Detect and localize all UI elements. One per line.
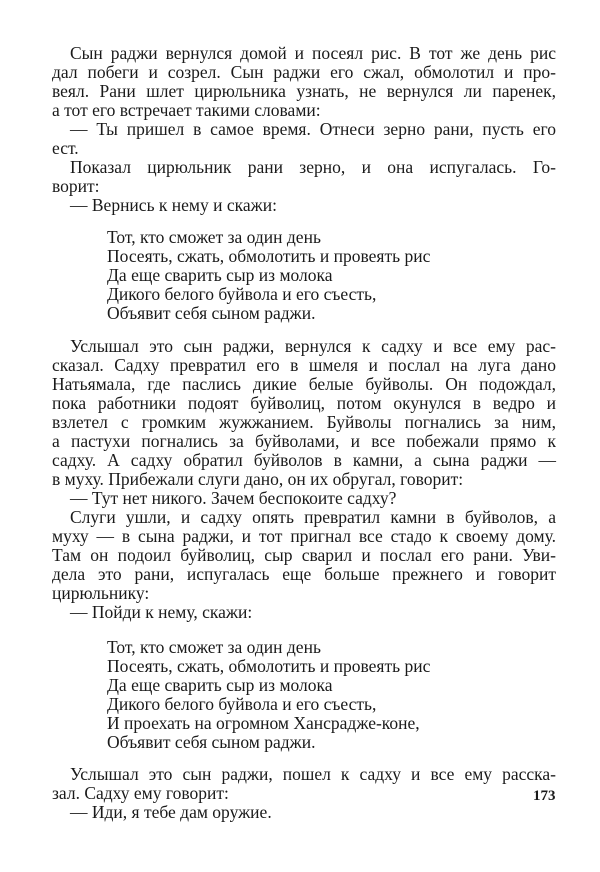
text-line: зал. Садху ему говорит:	[52, 783, 229, 803]
text-line: взлетел с громким жужжанием. Буйволы погнались за ним,	[52, 412, 556, 432]
text-line: сказал. Садху превратил его в шмеля и послал на луга дано	[52, 355, 556, 375]
verse-line: Да еще сварить сыр из молока	[107, 675, 333, 695]
text-line: Сын раджи вернулся домой и посеял рис. В тот же день рис	[70, 43, 556, 63]
text-line: в муху. Прибежали слуги дано, он их обругал, говорит:	[52, 469, 464, 489]
verse-line: Тот, кто сможет за один день	[107, 227, 321, 247]
text-line: муху — в сына раджи, и тот пригнал все стадо к своему дому.	[52, 526, 556, 546]
text-line: садху. А садху обратил буйволов в камни, а сына раджи —	[52, 450, 556, 470]
dialogue-line: — Ты пришел в самое время. Отнеси зерно рани, пусть его	[70, 119, 556, 139]
text-line: цирюльнику:	[52, 583, 150, 603]
page-number: 173	[533, 788, 556, 804]
text-line: ест.	[52, 138, 79, 158]
dialogue-line: — Пойди к нему, скажи:	[70, 602, 253, 622]
verse-line: И проехать на огромном Хансрадже-коне,	[107, 713, 420, 733]
verse-line: Объявит себя сыном раджи.	[107, 303, 316, 323]
dialogue-line: — Иди, я тебе дам оружие.	[70, 802, 272, 822]
text-line: Натьямала, где паслись дикие белые буйволы. Он подождал,	[52, 374, 556, 394]
text-line: ворит:	[52, 176, 100, 196]
text-line: пока работники подоят буйволиц, потом окунулся в ведро и	[52, 393, 556, 413]
text-line: а пастухи погнались за буйволами, и все побежали прямо к	[52, 431, 556, 451]
verse-line: Дикого белого буйвола и его съесть,	[107, 284, 377, 304]
verse-line: Дикого белого буйвола и его съесть,	[107, 694, 377, 714]
verse-line: Объявит себя сыном раджи.	[107, 732, 316, 752]
verse-line: Посеять, сжать, обмолотить и провеять рис	[107, 246, 431, 266]
text-line: Услышал это сын раджи, вернулся к садху и все ему рас-	[70, 336, 556, 356]
text-line: дела это рани, испугалась еще больше прежнего и говорит	[52, 564, 556, 584]
text-line: Показал цирюльник рани зерно, и она испугалась. Го-	[70, 157, 556, 177]
text-line: Там он подоил буйволиц, сыр сварил и послал его рани. Уви-	[52, 545, 556, 565]
dialogue-line: — Вернись к нему и скажи:	[70, 195, 277, 215]
text-line: веял. Рани шлет цирюльника узнать, не вернулся ли паренек,	[52, 81, 556, 101]
dialogue-line: — Тут нет никого. Зачем беспокоите садху?	[70, 488, 397, 508]
text-line: Слуги ушли, и садху опять превратил камни в буйволов, а	[70, 507, 556, 527]
text-line: а тот его встречает такими словами:	[52, 100, 321, 120]
text-line: Услышал это сын раджи, пошел к садху и все ему расска-	[70, 764, 556, 784]
verse-line: Да еще сварить сыр из молока	[107, 265, 333, 285]
text-line: дал побеги и созрел. Сын раджи его сжал, обмолотил и про-	[52, 62, 556, 82]
verse-line: Тот, кто сможет за один день	[107, 637, 321, 657]
verse-line: Посеять, сжать, обмолотить и провеять рис	[107, 656, 431, 676]
